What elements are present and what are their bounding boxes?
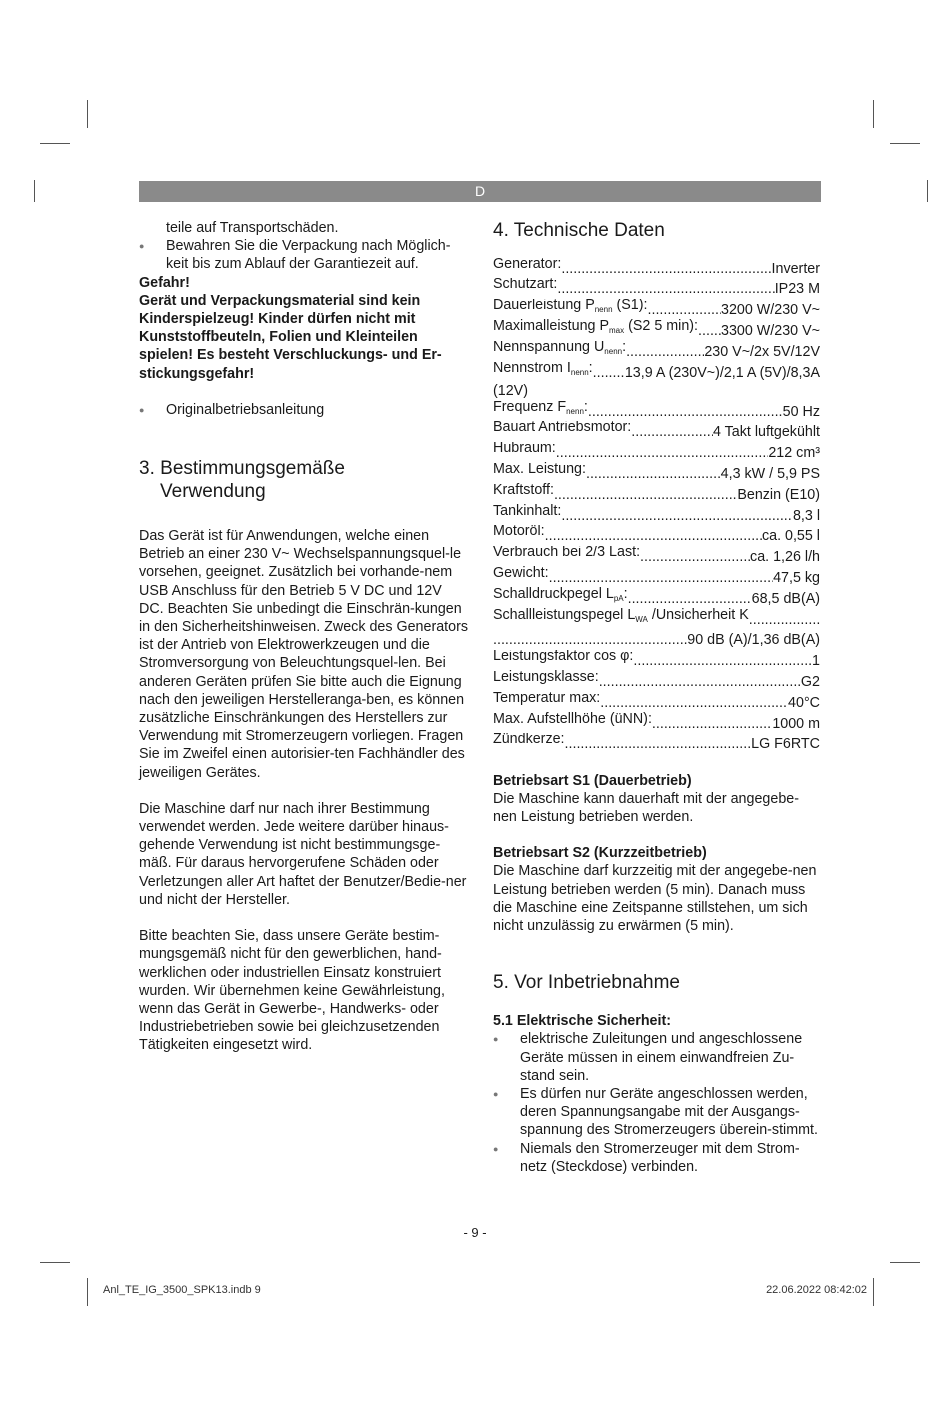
spec-row xyxy=(493,733,820,754)
bullet-51-2: ● Es dürfen nur Geräte angeschlossen werden, deren Spannungsangabe mit der Ausgangs-spannung des Stromerzeugers überein-stimmt. xyxy=(493,1085,820,1140)
usage-paragraph-3: Bitte beachten Sie, dass unsere Geräte bestim-mungsgemäß nicht für den gewerblichen, hand-werklichen oder industriellen Einsatz konstruiert wurden. Wir übernehmen keine Gewährleistung, wenn das Gerät in Gewerbe-, Handwerks- oder Industriebetrieben sowie bei gleichzusetzenden Tätigkeiten eingesetzt wird. xyxy=(139,928,445,1054)
section3-number: 3. xyxy=(139,458,155,480)
dot-leader xyxy=(557,280,774,298)
dot-leader xyxy=(549,569,773,587)
spec-value: Benzin (E10) xyxy=(737,486,820,503)
spec-value: 230 V~/2x 5V/12V xyxy=(704,343,820,360)
spec-row xyxy=(493,691,820,712)
spec-row xyxy=(493,400,820,421)
spec-label: Temperatur max: xyxy=(493,691,601,706)
sub51-title: 5.1 Elektrische Sicherheit: xyxy=(493,1013,671,1030)
dot-leader xyxy=(648,301,722,319)
spec-row xyxy=(493,340,820,361)
section4-title: 4. Technische Daten xyxy=(493,220,665,241)
s2-text: Die Maschine darf kurzzeitig mit der angegebe-nen Leistung betrieben werden (5 min). Danach muss die Maschine eine Zeitspanne stillstehen, um sich nicht unzulässig zu erwärmen (5 min). xyxy=(493,863,817,934)
spec-row xyxy=(493,650,820,671)
bullet-manual: ● Originalbetriebsanleitung xyxy=(139,401,469,419)
left-column xyxy=(139,219,469,1055)
spec-value: 1 xyxy=(812,653,820,670)
spec-label: Schallleistungspegel $L_{WA}$ /Unsicherheit K xyxy=(493,607,749,624)
spec-value: ca. 1,26 l/h xyxy=(750,549,820,566)
spec-value: 4 Takt luftgekühlt xyxy=(712,424,820,441)
crop-mark xyxy=(927,180,928,202)
spec-label: Schalldruckpegel $L_{pA}$: xyxy=(493,587,628,603)
spec-row xyxy=(493,566,820,587)
spec-row xyxy=(493,608,820,629)
spec-value: 4,3 kW / 5,9 PS xyxy=(720,465,820,482)
crop-mark xyxy=(873,100,874,128)
spec-value: 3300 W/230 V~ xyxy=(721,322,820,339)
spec-row xyxy=(493,629,820,650)
spec-value: 1000 m xyxy=(772,715,820,732)
spec-value: ca. 0,55 l xyxy=(761,528,820,545)
section3-title-line1: Bestimmungsgemäße xyxy=(160,458,345,480)
spec-label: Bauart Antriebsmotor: xyxy=(493,420,632,436)
dot-leader xyxy=(561,260,771,278)
dot-leader xyxy=(599,673,801,691)
dot-leader xyxy=(586,465,721,483)
spec-value: 8,3 l xyxy=(792,507,820,524)
spec-label: Schutzart: xyxy=(493,277,558,293)
dot-leader xyxy=(698,322,721,340)
spec-value: 90 dB (A)/1,36 dB(A) xyxy=(687,632,820,649)
spec-value: G2 xyxy=(800,673,820,690)
spec-value: 50 Hz xyxy=(782,403,820,420)
dot-leader xyxy=(628,590,752,608)
right-column xyxy=(493,219,820,1176)
spec-value: 3200 W/230 V~ xyxy=(721,302,820,319)
spec-label: Generator: xyxy=(493,257,562,272)
spec-label: Leistungsklasse: xyxy=(493,670,599,685)
spec-label: Nennspannung $U_{nenn}$: xyxy=(493,340,627,356)
spec-value: 212 cm³ xyxy=(768,445,820,462)
dot-leader xyxy=(600,694,788,712)
spec-row xyxy=(493,421,820,442)
spec-label: Dauerleistung $P_{nenn}$ (S1): xyxy=(493,298,648,315)
crop-mark xyxy=(40,1262,70,1263)
crop-mark xyxy=(890,1262,920,1263)
spec-label: Zündkerze: xyxy=(493,732,565,748)
section5-title: 5. Vor Inbetriebnahme xyxy=(493,972,680,994)
language-tab: D xyxy=(474,183,486,199)
spec-label: Nennstrom $I_{nenn}$: xyxy=(493,360,593,377)
spec-row xyxy=(493,587,820,608)
bullet-51-3: ● Niemals den Stromerzeuger mit dem Strom-netz (Steckdose) verbinden. xyxy=(493,1140,820,1176)
usage-paragraph-2: Die Maschine darf nur nach ihrer Bestimmung verwendet werden. Jede weitere darüber hinaus-gehende Verwendung ist nicht bestimmungsge-mäß. Für daraus hervorgerufene Schäden oder Verletzungen aller Art haftet der Benutzer/Bedie-ner und nicht der Hersteller. xyxy=(139,800,467,908)
dot-leader xyxy=(652,715,772,733)
dot-leader xyxy=(631,423,713,441)
bullet-51-1: ● elektrische Zuleitungen und angeschlossene Geräte müssen in einem einwandfreien Zu-stand sein. xyxy=(493,1030,820,1085)
spec-label: Max. Leistung: xyxy=(493,462,586,477)
section3-heading xyxy=(139,457,469,503)
spec-label: Hubraum: xyxy=(493,441,556,457)
spec-value: Inverter xyxy=(771,260,820,277)
usage-paragraph-1: Das Gerät ist für Anwendungen, welche einen Betrieb an einer 230 V~ Wechselspannungsquel-le vorsehen, geeignet. Zusätzlich bei vorhande-nem USB Anschluss für den Betrieb 5 V DC und 12V DC. Beachten Sie unbedingt die Einschrän-kungen in den Sicherheitshinweisen. Zweck des Generators ist der Antrieb von Elektrowerkzeugen und die Stromversorgung von Beleuchtungsquel-len. Bei anderen Geräten prüfen Sie bitte auch die Eignung nach den jeweiligen Herstellerangа-ben, es können zusätzliche Einschränkungen des Herstellers zur Verwendung mit Stromerzeugern vorliegen. Fragen Sie im Zweifel einen autorisier-ten Fachhändler des jeweiligen Gerätes. xyxy=(139,528,468,781)
spec-row xyxy=(493,442,820,463)
nennstrom-continuation: (12V) xyxy=(493,382,528,399)
spec-value: 68,5 dB(A) xyxy=(751,590,820,607)
spec-row xyxy=(493,712,820,733)
crop-mark xyxy=(890,143,920,144)
section3-title-line2: Verwendung xyxy=(160,481,266,503)
spec-row xyxy=(493,361,820,382)
spec-table-2 xyxy=(493,400,820,754)
dot-leader xyxy=(554,486,737,504)
spec-value: IP23 M xyxy=(774,281,820,298)
language-header-bar xyxy=(139,181,821,202)
spec-label: Frequenz $F_{nenn}$: xyxy=(493,399,588,416)
warning-title: Gefahr! xyxy=(139,274,190,291)
s2-title: Betriebsart S2 (Kurzzeitbetrieb) xyxy=(493,845,707,862)
bullet-packaging: ● Bewahren Sie die Verpackung nach Möglich-keit bis zum Ablauf der Garantiezeit auf. xyxy=(139,237,469,273)
crop-mark xyxy=(873,1278,874,1306)
spec-row xyxy=(493,299,820,320)
spec-label: Max. Aufstellhöhe (üNN): xyxy=(493,711,652,727)
crop-mark xyxy=(34,180,35,202)
spec-label: Motoröl: xyxy=(493,524,545,540)
intro-line: teile auf Transportschäden. xyxy=(166,220,339,236)
spec-row xyxy=(493,462,820,483)
spec-row xyxy=(493,546,820,567)
crop-mark xyxy=(87,100,88,128)
spec-label: Tankinhalt: xyxy=(493,503,562,519)
crop-mark xyxy=(40,143,70,144)
spec-row xyxy=(493,670,820,691)
spec-label: Maximalleistung $P_{max}$ (S2 5 min): xyxy=(493,319,699,335)
dot-leader xyxy=(749,611,820,629)
dot-leader xyxy=(493,631,687,649)
spec-row xyxy=(493,483,820,504)
dot-leader xyxy=(640,548,750,566)
dot-leader xyxy=(593,364,625,382)
warning-text: Gerät und Verpackungsmaterial sind kein Kinderspielzeug! Kinder dürfen nicht mit Kunststoffbeuteln, Folien und Kleinteilen spielen! Es besteht Verschluckungs- und Er-stickungsgefahr! xyxy=(139,292,442,382)
dot-leader xyxy=(545,527,762,545)
spec-value: 13,9 A (230V~)/2,1 A (5V)/8,3A xyxy=(624,364,820,381)
spec-value: LG F6RTC xyxy=(751,736,820,753)
spec-value: 47,5 kg xyxy=(773,569,820,586)
spec-row xyxy=(493,504,820,525)
spec-value: 40°C xyxy=(788,694,820,711)
spec-row xyxy=(493,319,820,340)
dot-leader xyxy=(626,343,704,361)
dot-leader xyxy=(588,403,783,421)
spec-table xyxy=(493,257,820,382)
spec-label: Verbrauch bei 2/3 Last: xyxy=(493,545,641,561)
page-number: - 9 - xyxy=(463,1225,487,1240)
dot-leader xyxy=(556,444,769,462)
footer-file: Anl_TE_IG_3500_SPK13.indb 9 xyxy=(103,1284,261,1296)
footer-datetime: 22.06.2022 08:42:02 xyxy=(766,1284,867,1296)
spec-label: Leistungsfaktor cos φ: xyxy=(493,649,634,665)
dot-leader xyxy=(633,652,812,670)
spec-label: Kraftstoff: xyxy=(493,483,554,498)
s1-title: Betriebsart S1 (Dauerbetrieb) xyxy=(493,772,692,789)
dot-leader xyxy=(561,507,793,525)
spec-row xyxy=(493,525,820,546)
dot-leader xyxy=(565,735,752,753)
spec-row xyxy=(493,257,820,278)
spec-label: Gewicht: xyxy=(493,566,549,581)
s1-text: Die Maschine kann dauerhaft mit der angegebe-nen Leistung betrieben werden. xyxy=(493,790,799,825)
crop-mark xyxy=(87,1278,88,1306)
spec-row xyxy=(493,278,820,299)
